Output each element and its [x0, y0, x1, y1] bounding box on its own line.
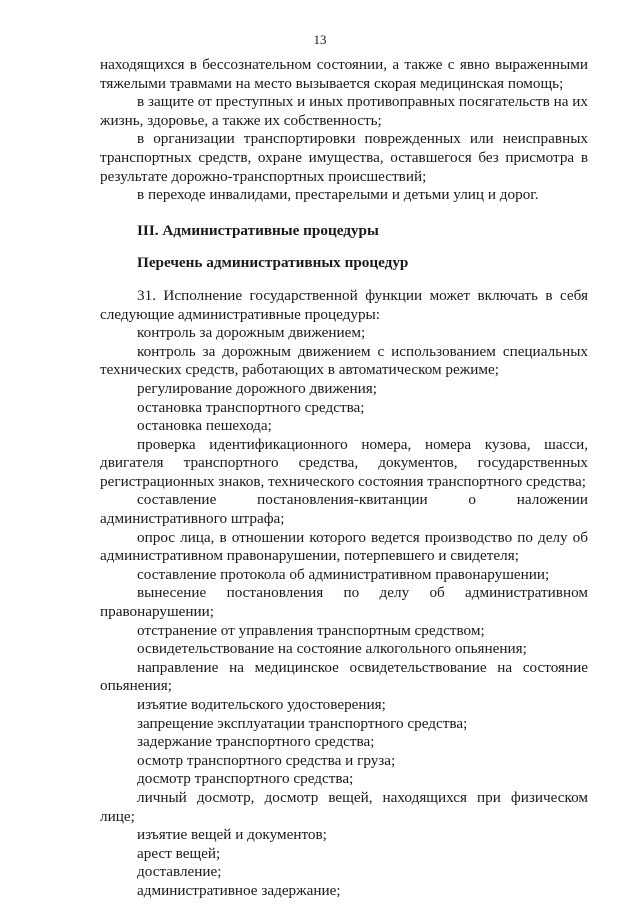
list-item: отстранение от управления транспортным средством; [137, 621, 485, 639]
list-item: личный досмотр, досмотр вещей, находящихся при физическом лице; [100, 788, 588, 825]
list-item: опрос лица, в отношении которого ведется производство по делу об административном правонарушении, потерпевшего и свидетеля; [100, 528, 588, 565]
list-item: проверка идентификационного номера, номера кузова, шасси, двигателя транспортного средства, документов, государственных регистрационных знаков, технического состояния транспортного средства; [100, 435, 588, 490]
procedure-list [100, 324, 588, 900]
list-item: освидетельствование на состояние алкогольного опьянения; [137, 640, 527, 658]
list-item: осмотр транспортного средства и груза; [137, 751, 396, 769]
paragraph: в защите от преступных и иных противоправных посягательств на их жизнь, здоровье, а также их собственность; [100, 93, 588, 129]
document-body [100, 56, 588, 901]
list-item: задержание транспортного средства; [137, 733, 375, 751]
list-item: изъятие водительского удостоверения; [137, 696, 386, 713]
list-item: контроль за дорожным движением; [137, 324, 366, 342]
list-item: арест вещей; [137, 844, 221, 862]
list-item: направление на медицинское освидетельствование на состояние опьянения; [100, 658, 588, 695]
list-item: контроль за дорожным движением с использованием специальных технических средств, работающих в автоматическом режиме; [100, 342, 588, 379]
subsection-heading: Перечень административных процедур [137, 254, 409, 272]
list-item: административное задержание; [137, 881, 341, 899]
paragraph-continuation: находящихся в бессознательном состоянии, а также с явно выраженными тяжелыми травмами на место вызывается скорая медицинская помощь; [100, 56, 588, 92]
section-heading: III. Административные процедуры [137, 221, 379, 239]
list-item: изъятие вещей и документов; [137, 826, 327, 844]
list-item: составление постановления-квитанции о наложении административного штрафа; [100, 491, 588, 528]
list-item: досмотр транспортного средства; [137, 770, 354, 788]
list-item: остановка пешехода; [137, 417, 272, 435]
list-item: составление протокола об административном правонарушении; [137, 565, 550, 583]
paragraph: в переходе инвалидами, престарелыми и детьми улиц и дорог. [137, 186, 539, 204]
list-item: доставление; [137, 863, 222, 881]
list-item: запрещение эксплуатации транспортного средства; [137, 714, 468, 732]
list-item: регулирование дорожного движения; [137, 379, 377, 397]
clause-31: 31. Исполнение государственной функции может включать в себя следующие административные процедуры: [100, 286, 588, 323]
list-item: вынесение постановления по делу об административном правонарушении; [100, 584, 588, 621]
list-item: остановка транспортного средства; [137, 398, 365, 416]
page-number: 13 [313, 32, 327, 47]
paragraph: в организации транспортировки поврежденных или неисправных транспортных средств, охране имущества, оставшегося без присмотра в результате дорожно-транспортных происшествий; [100, 130, 588, 185]
